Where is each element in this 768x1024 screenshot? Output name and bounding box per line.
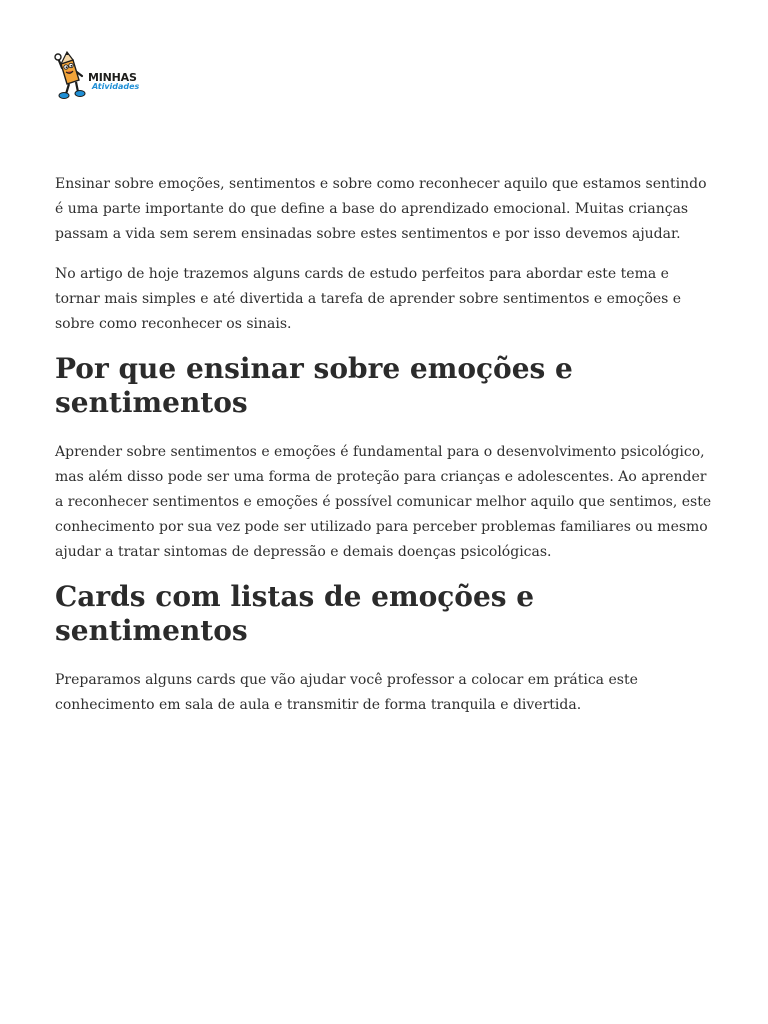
article-content xyxy=(55,172,715,733)
section-heading-why: Por que ensinar sobre emoções e sentimentos xyxy=(55,352,573,419)
logo-word-atividades: Atividades xyxy=(92,82,140,91)
section-why-paragraph: Aprender sobre sentimentos e emoções é fundamental para o desenvolvimento psicológico, mas além disso pode ser uma forma de proteção para crianças e adolescentes. Ao aprender a reconhecer sentimentos e emoções é possível comunicar melhor aquilo que sentimos, este conhecimento por sua vez pode ser utilizado para perceber problemas familiares ou mesmo ajudar a tratar sintomas de depressão e demais doenças psicológicas. xyxy=(55,444,712,560)
site-logo[interactable] xyxy=(52,50,140,102)
intro-paragraph-1: Ensinar sobre emoções, sentimentos e sobre como reconhecer aquilo que estamos sentindo é uma parte importante do que define a base do aprendizado emocional. Muitas crianças passam a vida sem serem ensinadas sobre estes sentimentos e por isso devemos ajudar. xyxy=(55,176,707,242)
logo-word-minhas: MINHAS xyxy=(88,71,137,84)
section-heading-cards: Cards com listas de emoções e sentimentos xyxy=(55,580,535,647)
pencil-mascot-icon xyxy=(52,50,92,102)
section-cards-paragraph: Preparamos alguns cards que vão ajudar você professor a colocar em prática este conhecimento em sala de aula e transmitir de forma tranquila e divertida. xyxy=(55,672,638,713)
intro-paragraph-2: No artigo de hoje trazemos alguns cards de estudo perfeitos para abordar este tema e tornar mais simples e até divertida a tarefa de aprender sobre sentimentos e emoções e sobre como reconhecer os sinais. xyxy=(55,266,682,332)
